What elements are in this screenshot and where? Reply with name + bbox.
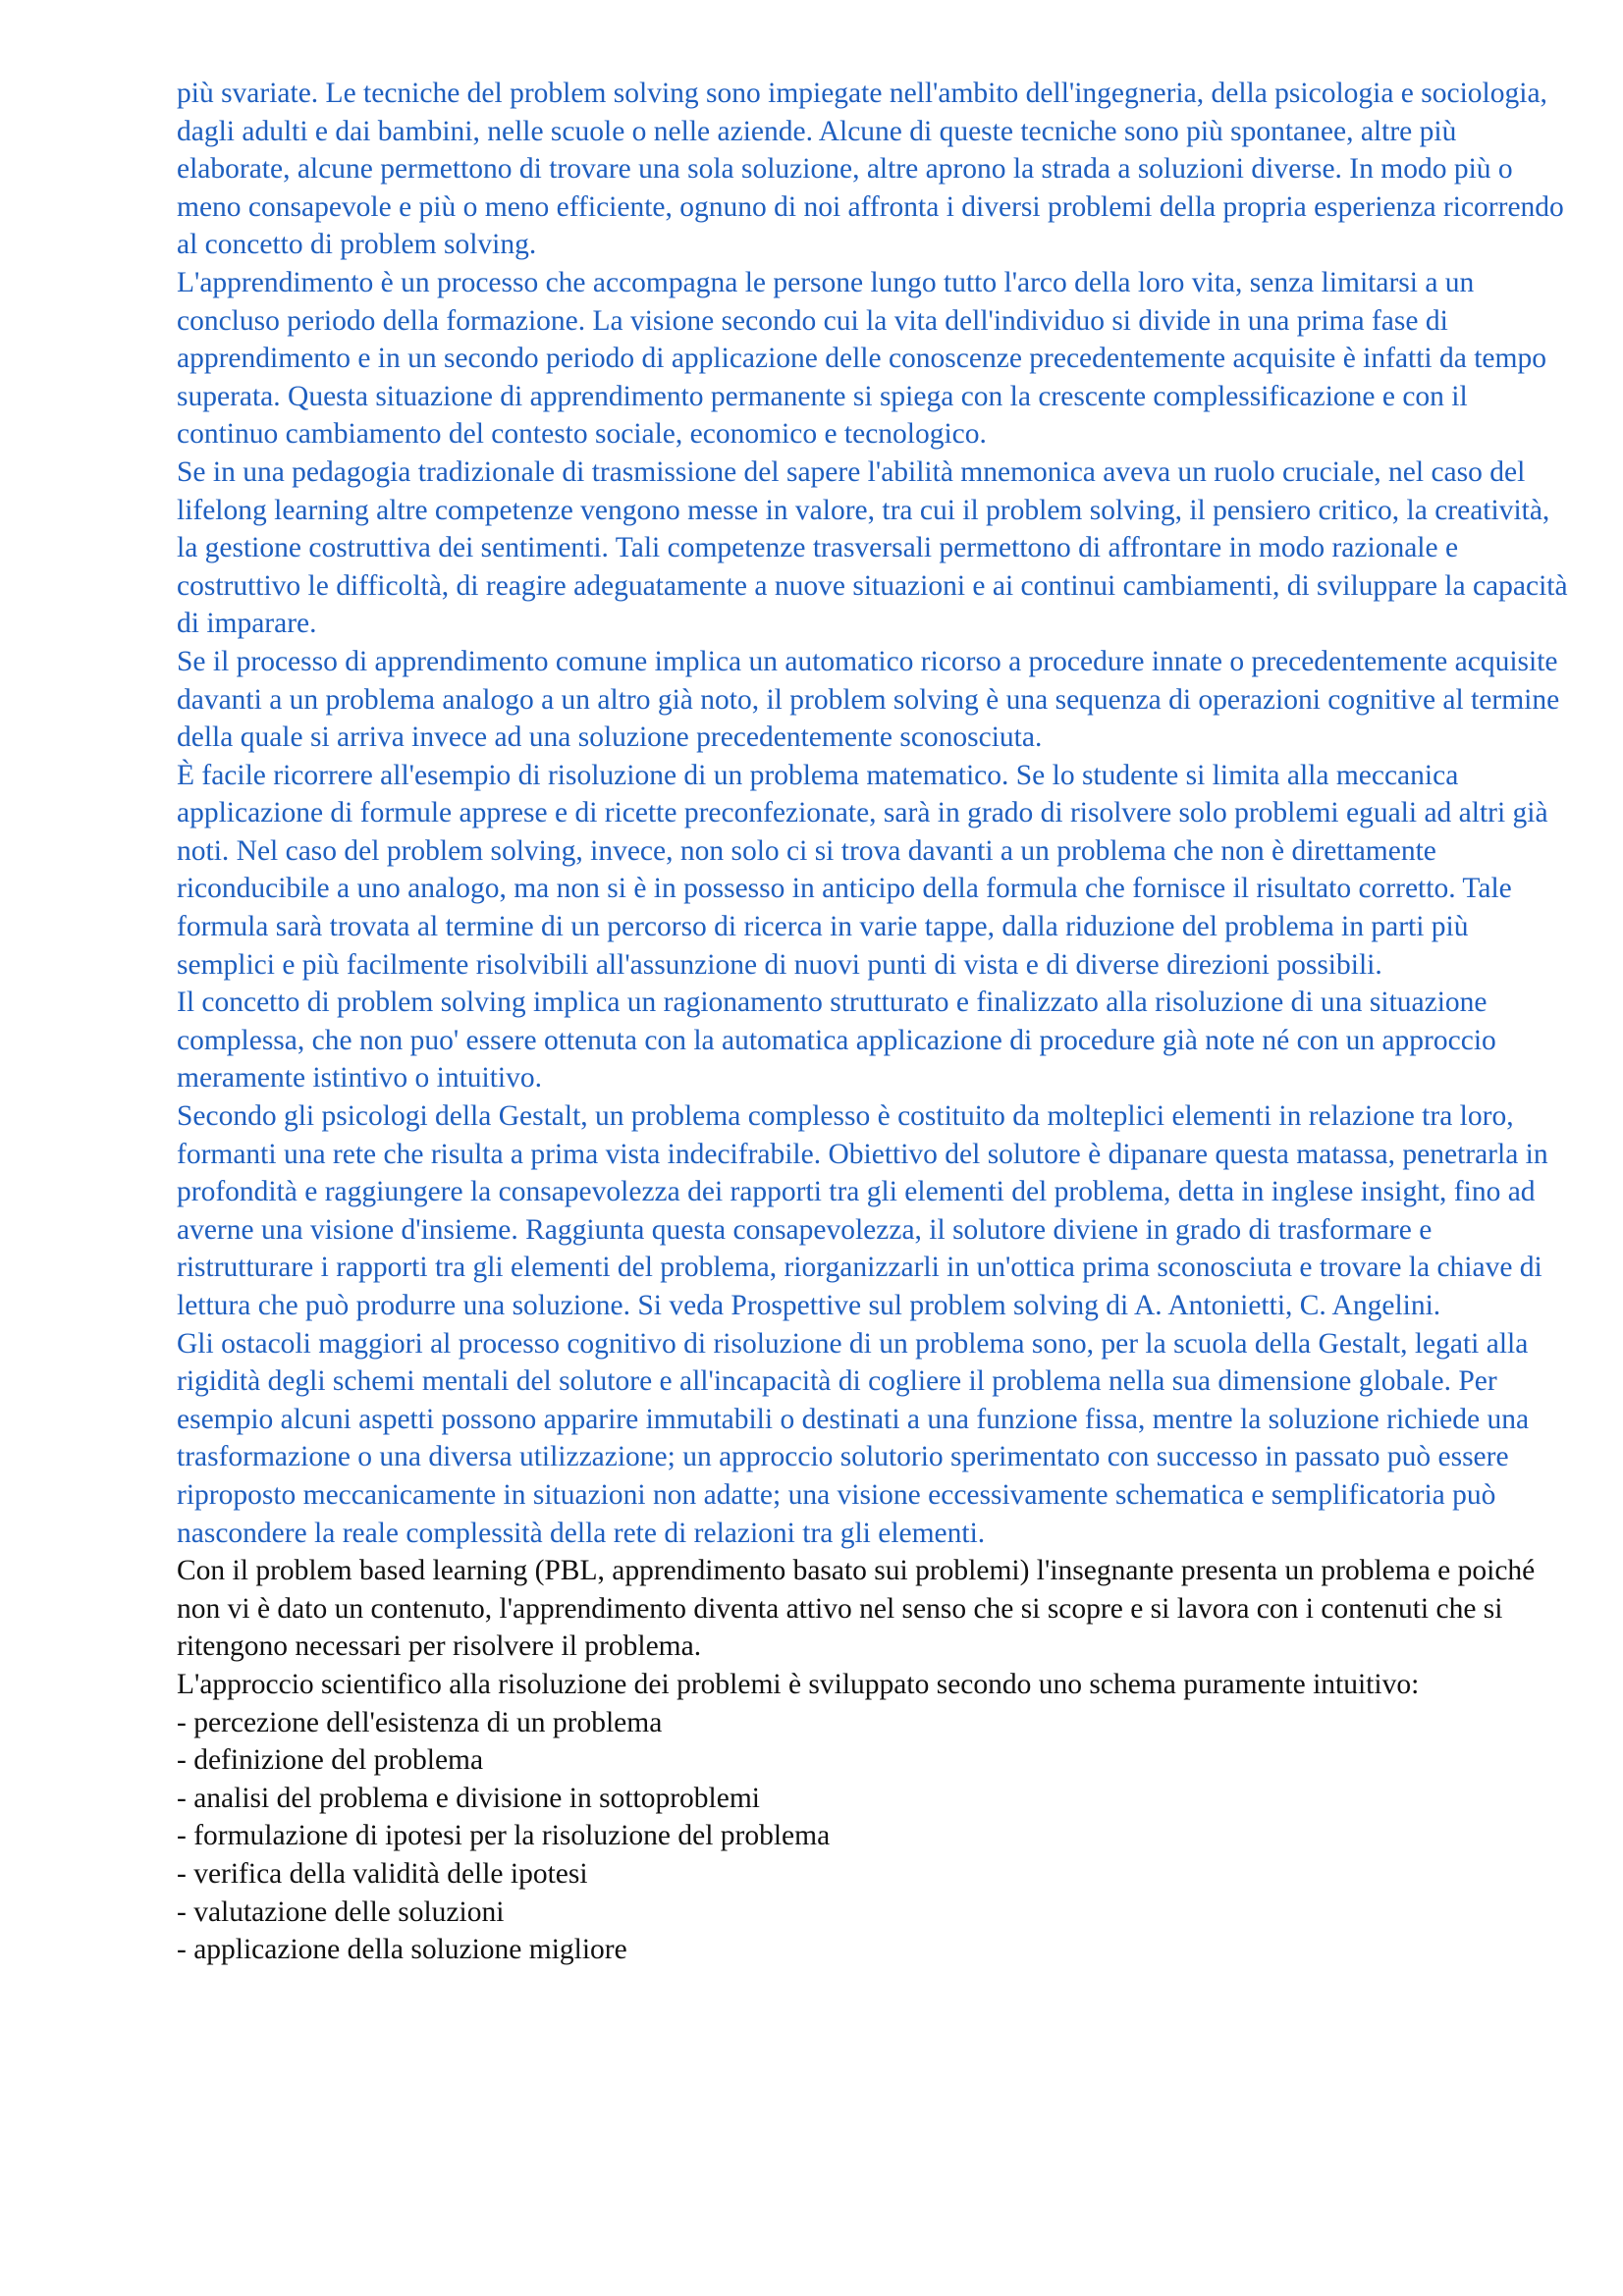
paragraph-structured-reasoning: Il concetto di problem solving implica un ragionamento strutturato e finalizzato alla risoluzione di una situazione complessa, che non puo' essere ottenuta con la automatica applicazione di procedure già note né con un approccio meramente istintivo o intuitivo. [177,987,1496,1095]
paragraph-lifelong-learning: L'apprendimento è un processo che accompagna le persone lungo tutto l'arco della loro vita, senza limitarsi a un concluso periodo della formazione. La visione secondo cui la vita dell'individuo si divide in una prima fase di apprendimento e in un secondo periodo di applicazione delle conoscenze precedentemente acquisite è infatti da tempo superata. Questa situazione di apprendimento permanente si spiega con la crescente complessificazione e con il continuo cambiamento del contesto sociale, economico e tecnologico. [177,266,1546,451]
paragraph-transversal-skills: Se in una pedagogia tradizionale di trasmissione del sapere l'abilità mnemonica aveva un ruolo cruciale, nel caso del lifelong learning altre competenze vengono messe in valore, tra cui il problem solving, il pensiero critico, la creatività, la gestione costruttiva dei sentimenti. Tali competenze trasversali permettono di affrontare in modo razionale e costruttivo le difficoltà, di reagire adeguatamente a nuove situazioni e ai continui cambiamenti, di sviluppare la capacità di imparare. [177,455,1568,640]
list-item-step-application: - applicazione della soluzione migliore [177,1934,627,1966]
list-item-step-evaluation: - valutazione delle soluzioni [177,1896,505,1928]
list-item-step-analysis: - analisi del problema e divisione in sottoproblemi [177,1782,760,1814]
paragraph-math-example: È facile ricorrere all'esempio di risoluzione di un problema matematico. Se lo studente si limita alla meccanica applicazione di formule apprese e di ricette preconfezionate, sarà in grado di risolvere solo problemi eguali ad altri già noti. Nel caso del problem solving, invece, non solo ci si trova davanti a un problema che non è direttamente riconducibile a uno analogo, ma non si è in possesso in anticipo della formula che fornisce il risultato corretto. Tale formula sarà trovata al termine di un percorso di ricerca in varie tappe, dalla riduzione del problema in parti più semplici e più facilmente risolvibili all'assunzione di nuovi punti di vista e di diverse direzioni possibili. [177,759,1548,981]
list-item-step-hypotheses: - formulazione di ipotesi per la risoluzione del problema [177,1820,831,1852]
paragraph-cognitive-operations: Se il processo di apprendimento comune implica un automatico ricorso a procedure innate o precedentemente acquisite davanti a un problema analogo a un altro già noto, il problem solving è una sequenza di operazioni cognitive al termine della quale si arriva invece ad una soluzione precedentemente sconosciuta. [177,645,1560,754]
paragraph-scientific-approach: L'approccio scientifico alla risoluzione dei problemi è sviluppato secondo uno schema puramente intuitivo: [177,1668,1420,1700]
paragraph-gestalt-obstacles: Gli ostacoli maggiori al processo cognitivo di risoluzione di un problema sono, per la scuola della Gestalt, legati alla rigidità degli schemi mentali del solutore e all'incapacità di cogliere il problema nella sua dimensione globale. Per esempio alcuni aspetti possono apparire immutabili o destinati a una funzione fissa, mentre la soluzione richiede una trasformazione o una diversa utilizzazione; un approccio solutorio sperimentato con successo in passato può essere riproposto meccanicamente in situazioni non adatte; una visione eccessivamente schematica e semplificatoria può nascondere la reale complessità della rete di relazioni tra gli elementi. [177,1327,1530,1549]
problem-solving-steps-list [177,1704,1571,1969]
paragraph-problem-solving-techniques: più svariate. Le tecniche del problem solving sono impiegate nell'ambito dell'ingegneria, della psicologia e sociologia, dagli adulti e dai bambini, nelle scuole o nelle aziende. Alcune di queste tecniche sono più spontanee, altre più elaborate, alcune permettono di trovare una sola soluzione, altre aprono la strada a soluzioni diverse. In modo più o meno consapevole e più o meno efficiente, ognuno di noi affronta i diversi problemi della propria esperienza ricorrendo al concetto di problem solving. [177,78,1564,261]
list-item-step-verification: - verifica della validità delle ipotesi [177,1857,588,1890]
list-item-step-definition: - definizione del problema [177,1744,484,1777]
paragraph-problem-based-learning: Con il problem based learning (PBL, apprendimento basato sui problemi) l'insegnante presenta un problema e poiché non vi è dato un contenuto, l'apprendimento diventa attivo nel senso che si scopre e si lavora con i contenuti che si ritengono necessari per risolvere il problema. [177,1555,1536,1663]
list-item-step-perception: - percezione dell'esistenza di un problema [177,1706,663,1738]
paragraph-gestalt-insight: Secondo gli psicologi della Gestalt, un problema complesso è costituito da molteplici elementi in relazione tra loro, formanti una rete che risulta a prima vista indecifrabile. Obiettivo del solutore è dipanare questa matassa, penetrarla in profondità e raggiungere la consapevolezza dei rapporti tra gli elementi del problema, detta in inglese insight, fino ad averne una visione d'insieme. Raggiunta questa consapevolezza, il solutore diviene in grado di trasformare e ristrutturare i rapporti tra gli elementi del problema, riorganizzarli in un'ottica prima sconosciuta e trovare la chiave di lettura che può produrre una soluzione. Si veda Prospettive sul problem solving di A. Antonietti, C. Angelini. [177,1100,1548,1321]
document-page [177,75,1571,1969]
